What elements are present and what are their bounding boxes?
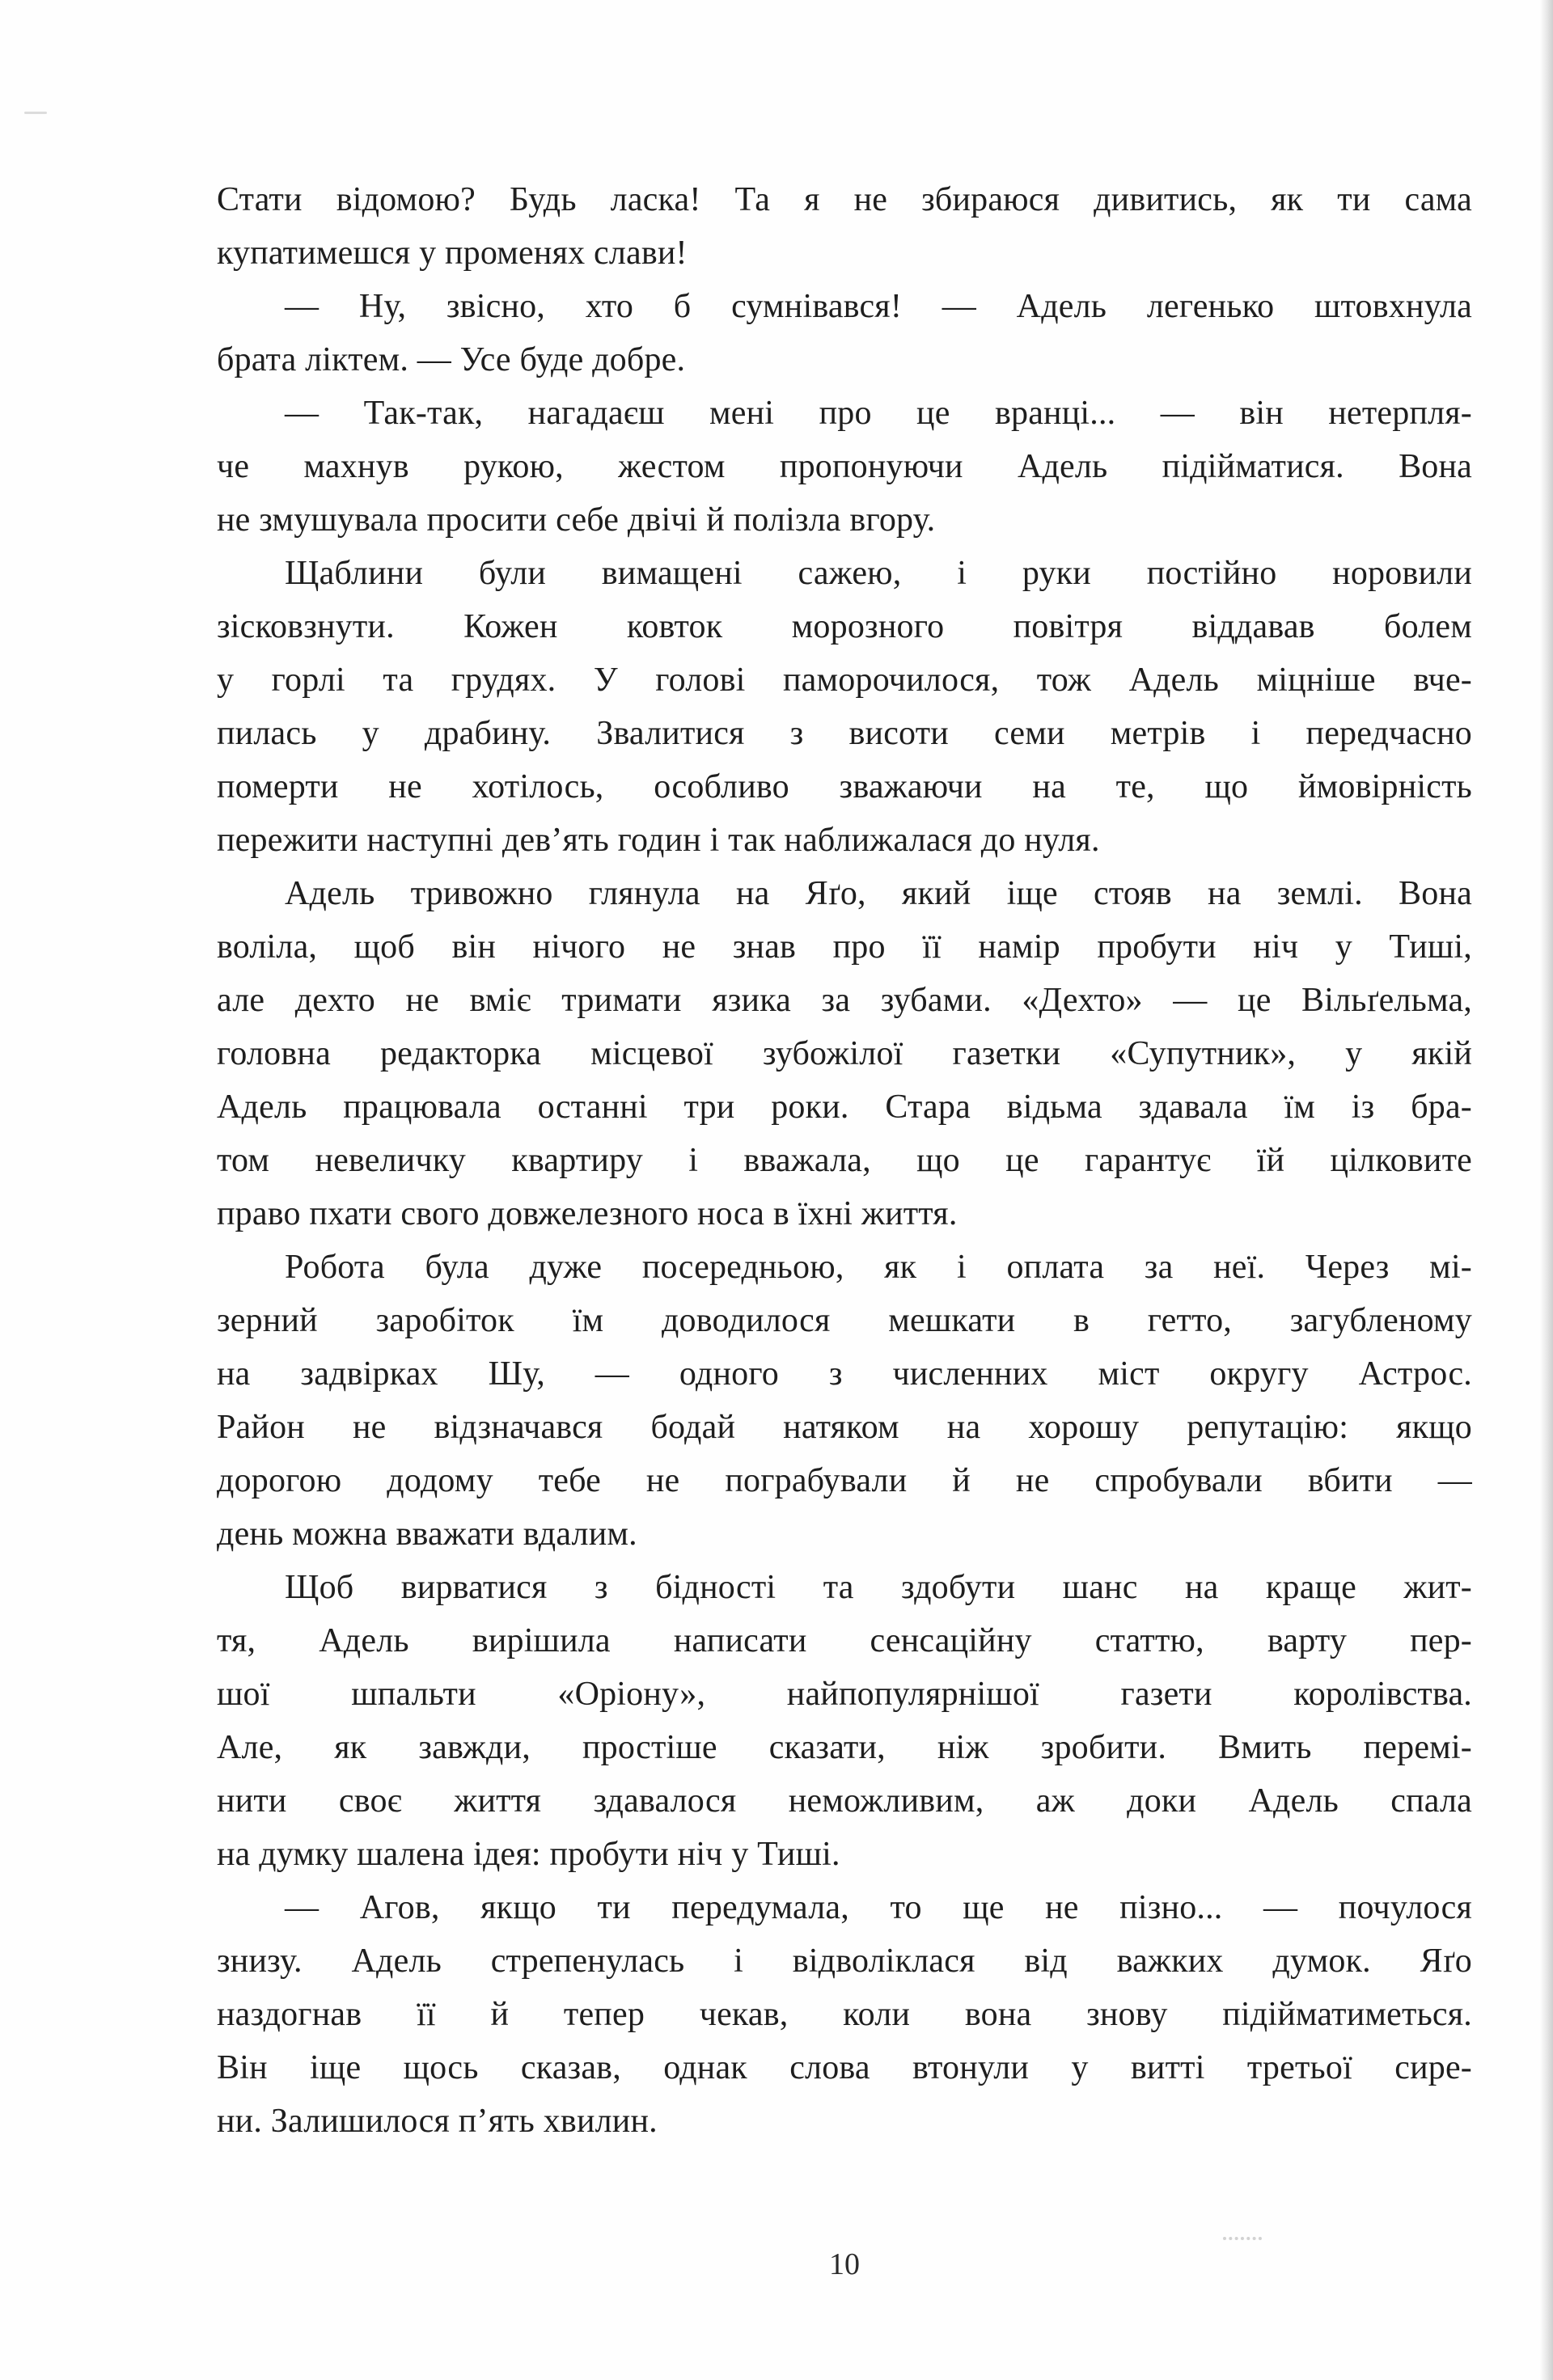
paragraph [217, 173, 1472, 280]
text-line: зісковзнути. Кожен ковток морозного повітря віддавав болем [217, 608, 1472, 645]
text-line: Адель тривожно глянула на Яґо, який іще стояв на землі. Вона [285, 875, 1472, 912]
text-line: Щаблини були вимащені сажею, і руки постійно норовили [285, 555, 1472, 592]
scan-mark-top-left [24, 112, 47, 114]
text-line: Він іще щось сказав, однак слова втонули у витті третьої сире- [217, 2049, 1472, 2086]
text-line: наздогнав її й тепер чекав, коли вона знову підійматиметься. [217, 1996, 1472, 2033]
paragraph [217, 867, 1472, 1241]
text-line: день можна вважати вдалим. [217, 1516, 637, 1553]
text-line: нити своє життя здавалося неможливим, аж доки Адель спала [217, 1782, 1472, 1820]
scan-mark-bottom-right [1223, 2237, 1262, 2240]
text-line: Адель працювала останні три роки. Стара відьма здавала їм із бра- [217, 1089, 1472, 1126]
text-line: пилась у драбину. Звалитися з висоти семи метрів і передчасно [217, 715, 1472, 752]
text-line: шої шпальти «Оріону», найпопулярнішої газети королівства. [217, 1676, 1472, 1713]
text-line: че махнув рукою, жестом пропонуючи Адель підійматися. Вона [217, 448, 1472, 485]
paragraph [217, 1561, 1472, 1881]
text-line: том невеличку квартиру і вважала, що це гарантує їй цілковите [217, 1142, 1472, 1179]
text-line: зерний заробіток їм доводилося мешкати в гетто, загубленому [217, 1302, 1472, 1339]
text-line: знизу. Адель стрепенулась і відволіклася від важких думок. Яґо [217, 1942, 1472, 1980]
text-line: головна редакторка місцевої зубожілої газетки «Супутник», у якій [217, 1035, 1472, 1072]
text-line: Щоб вирватися з бідності та здобути шанс на краще жит- [285, 1569, 1472, 1606]
paragraph [217, 547, 1472, 867]
page-text [217, 173, 1472, 2148]
text-line: на задвірках Шу, — одного з численних міст округу Астрос. [217, 1355, 1472, 1393]
text-line: на думку шалена ідея: пробути ніч у Тиші. [217, 1836, 840, 1873]
text-line: ни. Залишилося п’ять хвилин. [217, 2103, 658, 2140]
text-line: Район не відзначався бодай натяком на хорошу репутацію: якщо [217, 1409, 1472, 1446]
text-line: не змушувала просити себе двічі й полізла вгору. [217, 501, 936, 539]
scan-artifact-right-edge [1540, 0, 1553, 2380]
text-line: — Агов, якщо ти передумала, то ще не пізно... — почулося [285, 1889, 1472, 1926]
page-number: 10 [829, 2247, 860, 2281]
paragraph [217, 1881, 1472, 2148]
paragraph [217, 280, 1472, 387]
text-line: брата ліктем. — Усе буде добре. [217, 341, 686, 378]
text-line: дорогою додому тебе не пограбували й не спробували вбити — [217, 1462, 1472, 1499]
text-line: Стати відомою? Будь ласка! Та я не збираюся дивитись, як ти сама [217, 181, 1472, 218]
paragraph [217, 387, 1472, 547]
text-line: тя, Адель вирішила написати сенсаційну статтю, варту пер- [217, 1622, 1472, 1659]
text-line: пережити наступні дев’ять годин і так наближалася до нуля. [217, 822, 1100, 859]
text-line: — Ну, звісно, хто б сумнівався! — Адель легенько штовхнула [285, 288, 1472, 325]
text-line: Але, як завжди, простіше сказати, ніж зробити. Вмить перемі- [217, 1729, 1472, 1766]
text-line: — Так-так, нагадаєш мені про це вранці... — він нетерпля- [285, 395, 1472, 432]
text-line: купатимешся у променях слави! [217, 235, 688, 272]
text-line: воліла, щоб він нічого не знав про її намір пробути ніч у Тиші, [217, 928, 1472, 966]
text-line: померти не хотілось, особливо зважаючи на те, що ймовірність [217, 768, 1472, 805]
text-line: у горлі та грудях. У голові паморочилося, тож Адель міцніше вче- [217, 662, 1472, 699]
paragraph [217, 1241, 1472, 1561]
text-line: право пхати свого довжелезного носа в їхні життя. [217, 1195, 958, 1232]
text-line: Робота була дуже посередньою, як і оплата за неї. Через мі- [285, 1249, 1472, 1286]
text-line: але дехто не вміє тримати язика за зубами. «Дехто» — це Вільґельма, [217, 982, 1472, 1019]
